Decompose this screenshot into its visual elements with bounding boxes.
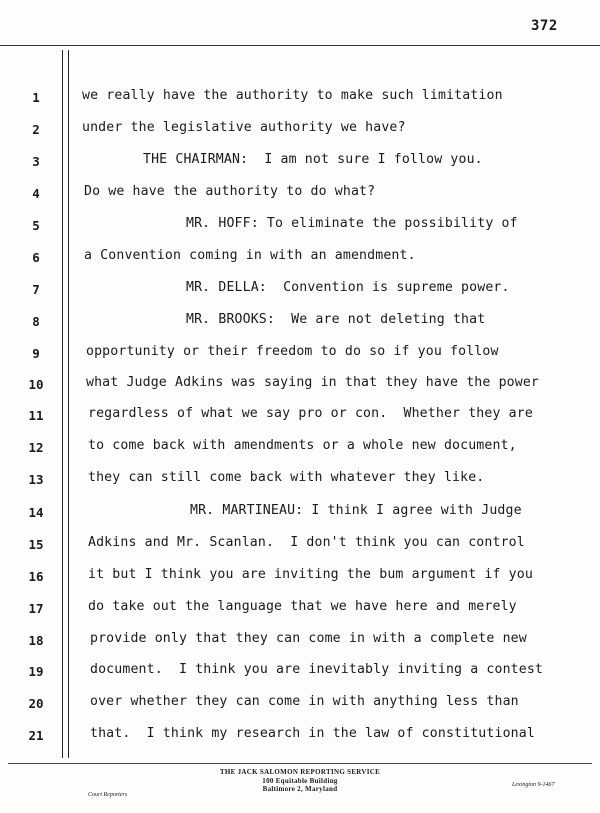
transcript-line: opportunity or their freedom to do so if you follow <box>86 344 499 359</box>
transcript-line: MR. HOFF: To eliminate the possibility of <box>186 216 518 231</box>
transcript-line: it but I think you are inviting the bum argument if you <box>88 567 533 582</box>
page-footer <box>0 758 600 813</box>
line-number: 9 <box>32 346 40 361</box>
line-number: 16 <box>28 569 44 584</box>
line-number: 8 <box>32 314 40 329</box>
line-number: 17 <box>28 601 44 616</box>
transcript-line: MR. MARTINEAU: I think I agree with Judge <box>190 503 522 518</box>
line-number: 2 <box>32 122 40 137</box>
line-number: 10 <box>28 377 44 392</box>
transcript-line: under the legislative authority we have? <box>82 120 406 135</box>
line-number: 15 <box>28 537 44 552</box>
reporter-address-2: Baltimore 2, Maryland <box>262 785 338 793</box>
reporter-name: THE JACK SALOMON REPORTING SERVICE <box>219 768 381 776</box>
transcript-line: they can still come back with whatever they like. <box>88 470 485 485</box>
line-number: 18 <box>28 633 44 648</box>
transcript-line: do take out the language that we have here and merely <box>88 599 517 614</box>
line-number: 11 <box>28 408 44 423</box>
footer-rule <box>8 763 592 764</box>
transcript-line: what Judge Adkins was saying in that they have the power <box>86 375 540 390</box>
page-number: 372 <box>531 18 558 34</box>
line-number: 6 <box>32 250 40 265</box>
transcript-line: document. I think you are inevitably inviting a contest <box>90 662 544 677</box>
transcript-line: Adkins and Mr. Scanlan. I don't think you can control <box>88 535 525 550</box>
margin-line-right <box>68 50 69 758</box>
line-number: 3 <box>32 154 40 169</box>
top-rule <box>0 45 600 46</box>
phone-label: Lexington 9-1467 <box>512 782 555 788</box>
line-number: 12 <box>28 440 44 455</box>
transcript-line: a Convention coming in with an amendment. <box>84 248 416 263</box>
transcript-line: to come back with amendments or a whole new document, <box>88 438 517 453</box>
line-number: 21 <box>28 728 44 743</box>
line-number: 1 <box>32 90 40 105</box>
transcript-line: over whether they can come in with anything less than <box>90 694 519 709</box>
line-number: 13 <box>28 472 44 487</box>
reporter-block <box>0 768 600 794</box>
transcript-line: we really have the authority to make such limitation <box>82 88 503 103</box>
line-number: 14 <box>28 505 44 520</box>
transcript-line: MR. BROOKS: We are not deleting that <box>186 312 486 327</box>
transcript-line: regardless of what we say pro or con. Whether they are <box>88 406 533 421</box>
transcript-line: THE CHAIRMAN: I am not sure I follow you. <box>143 152 483 167</box>
transcript-line: that. I think my research in the law of constitutional <box>90 726 535 741</box>
court-reporters-label: Court Reporters <box>88 792 128 798</box>
reporter-address-1: 100 Equitable Building <box>262 776 338 785</box>
margin-line-left <box>62 50 63 758</box>
line-number: 4 <box>32 186 40 201</box>
line-number: 7 <box>32 282 40 297</box>
transcript-line: provide only that they can come in with a complete new <box>90 631 527 646</box>
transcript-line: MR. DELLA: Convention is supreme power. <box>186 280 510 295</box>
line-number: 5 <box>32 218 40 233</box>
line-number: 19 <box>28 664 44 679</box>
line-number: 20 <box>28 696 44 711</box>
transcript-line: Do we have the authority to do what? <box>84 184 376 199</box>
